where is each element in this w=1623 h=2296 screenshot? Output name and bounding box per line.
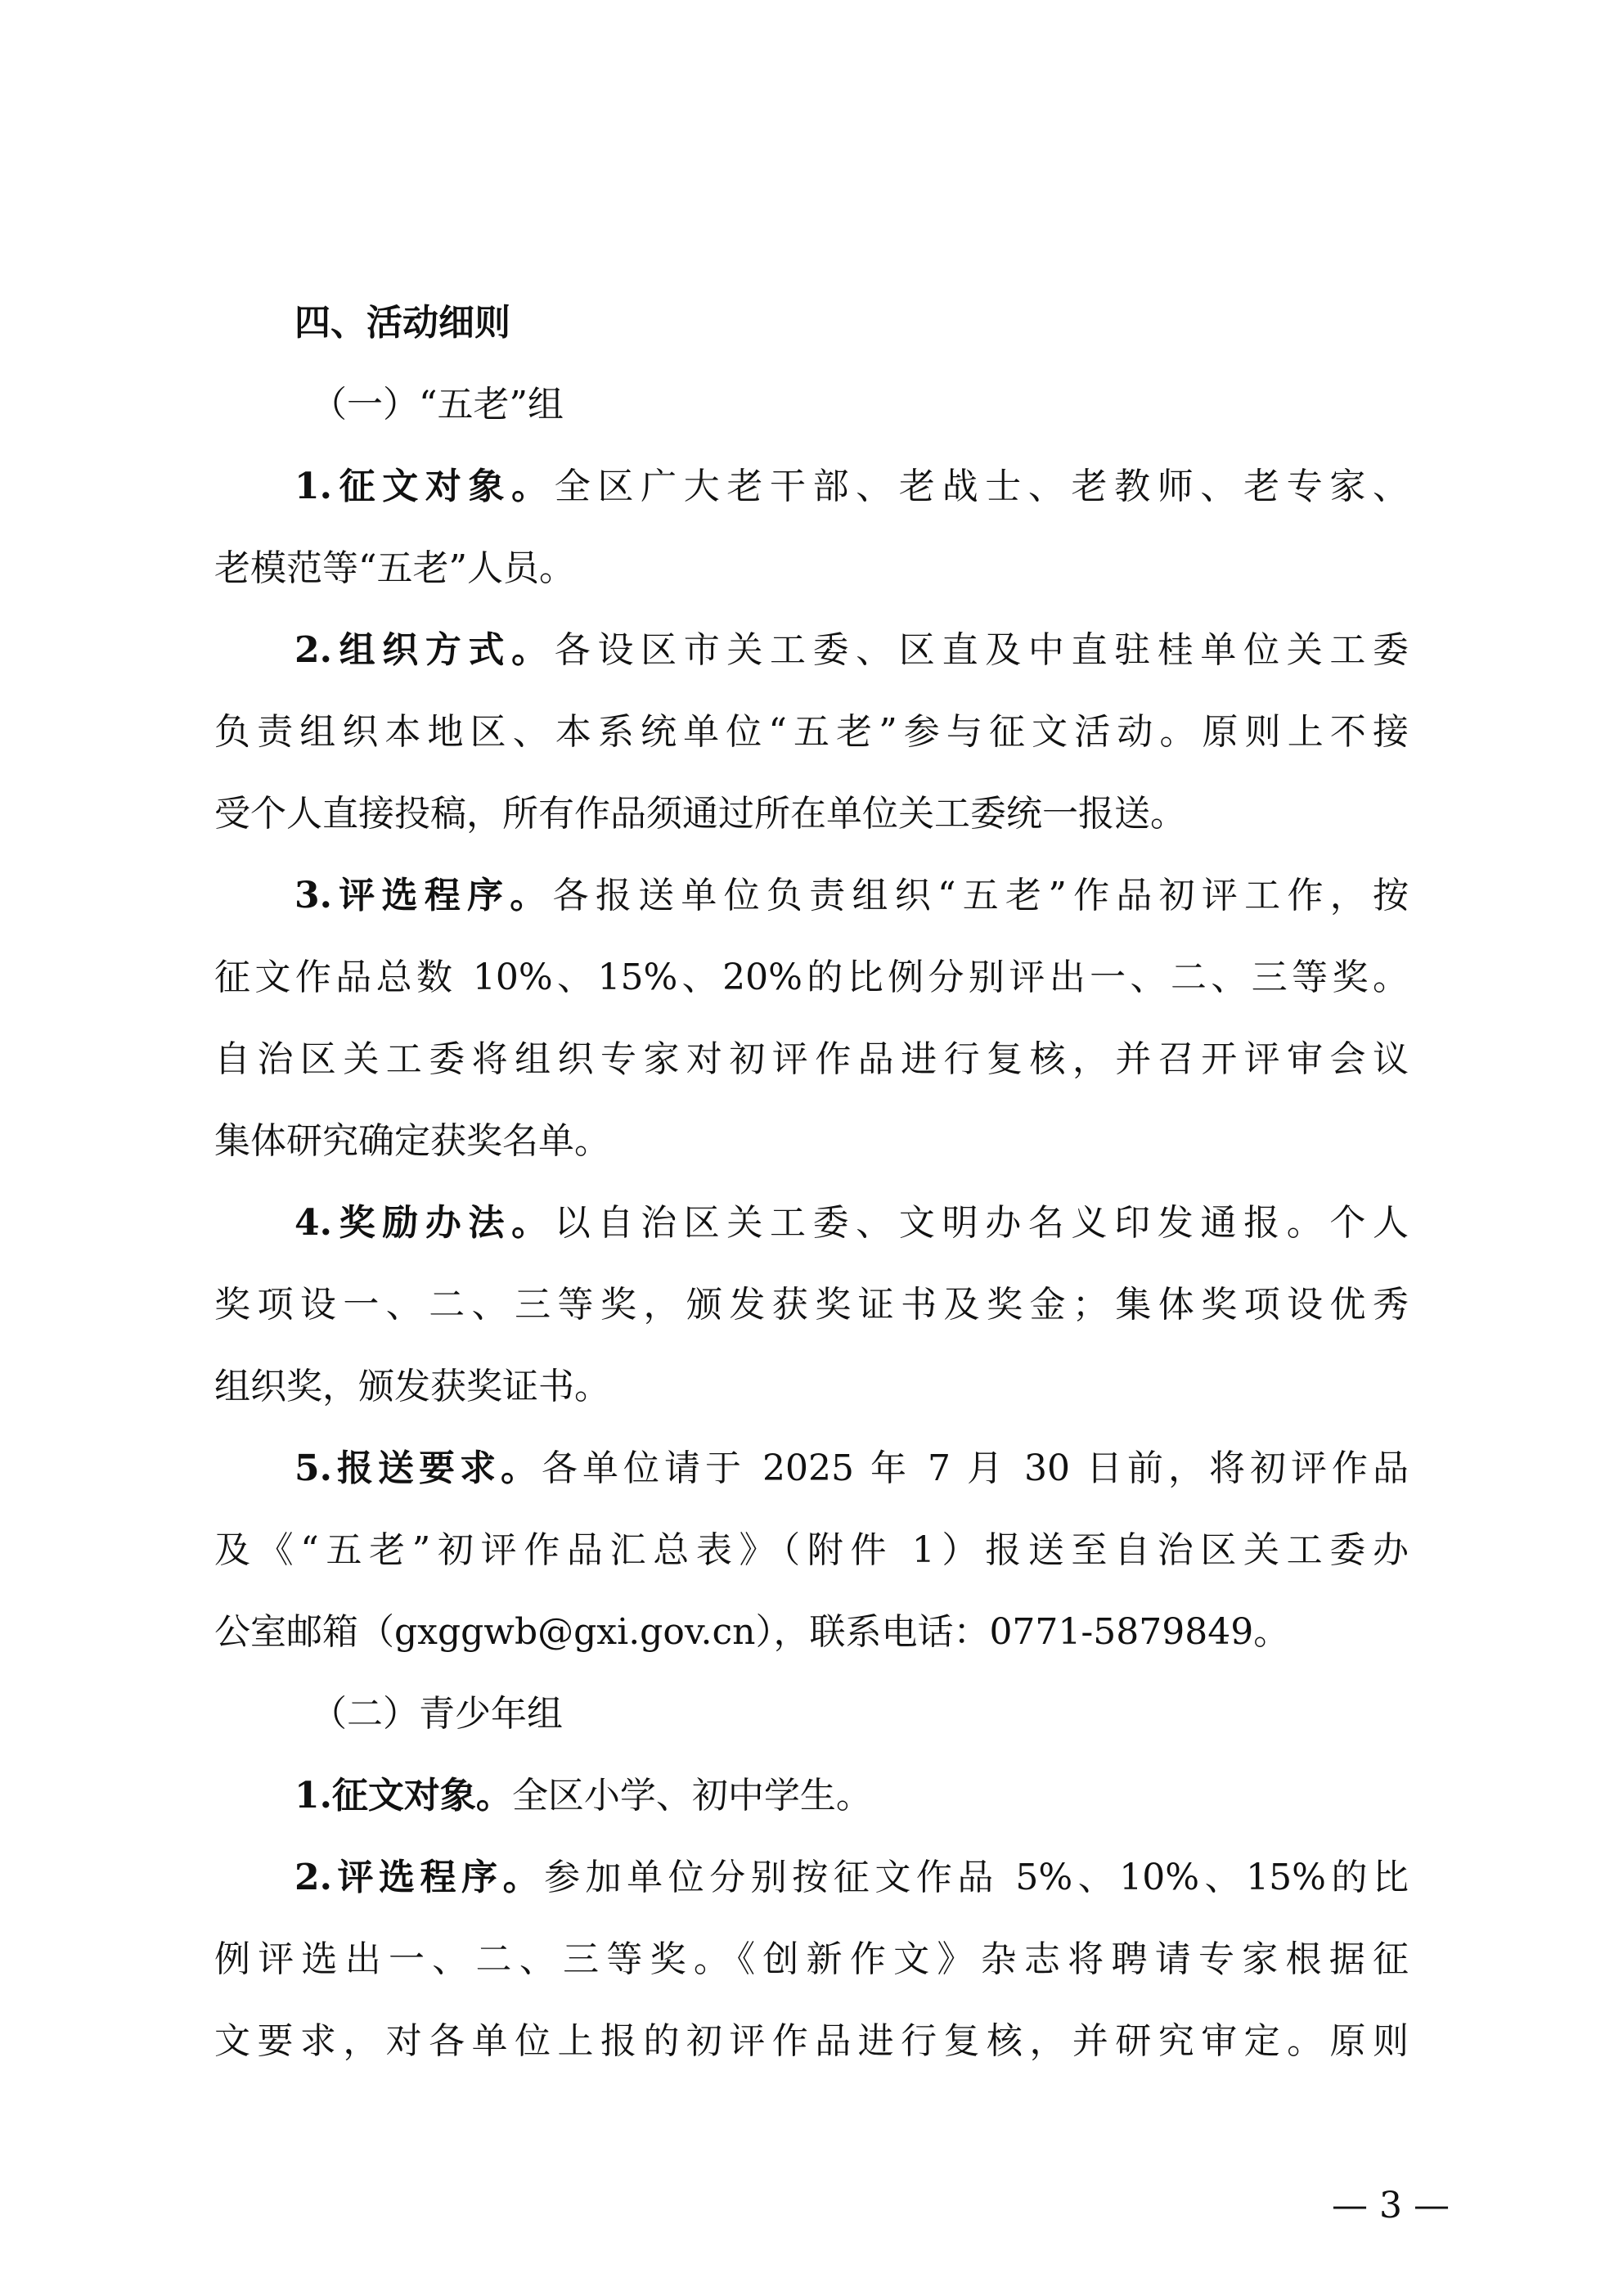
- document-body: [214, 282, 1409, 2082]
- item-text: 各单位请于 2025 年 7 月 30 日前，将初评作品: [541, 1447, 1409, 1489]
- paragraph-line: 组织奖，颁发获奖证书。: [214, 1366, 610, 1407]
- paragraph-line: [214, 855, 1409, 937]
- item-label: 2.组织方式。: [294, 629, 555, 671]
- paragraph-line: 及《“五老”初评作品汇总表》（附件 1）报送至自治区关工委办: [214, 1529, 1409, 1571]
- paragraph-line: 集体研究确定获奖名单。: [214, 1120, 610, 1162]
- paragraph-line: 自治区关工委将组织专家对初评作品进行复核，并召开评审会议: [214, 1038, 1409, 1080]
- item-text: 全区广大老干部、老战士、老教师、老专家、: [554, 466, 1409, 507]
- paragraph-line: 受个人直接投稿，所有作品须通过所在单位关工委统一报送。: [214, 793, 1186, 835]
- paragraph-line: 公室邮箱（gxggwb@gxi.gov.cn），联系电话：0771-5879849。: [214, 1611, 1290, 1653]
- paragraph-line: [214, 446, 1409, 528]
- item-text: 参加单位分别按征文作品 5%、10%、15%的比: [544, 1857, 1409, 1898]
- item-label: 3.评选程序。: [294, 875, 553, 916]
- paragraph-line: 奖项设一、二、三等奖，颁发获奖证书及奖金；集体奖项设优秀: [214, 1284, 1409, 1326]
- page-number: — 3 —: [1332, 2185, 1450, 2226]
- group-heading-wulao: （一）“五老”组: [311, 384, 564, 425]
- paragraph-line: [214, 1837, 1409, 1919]
- paragraph-line: [214, 610, 1409, 691]
- paragraph-line: 老模范等“五老”人员。: [214, 547, 575, 589]
- item-label: 4.奖励办法。: [294, 1202, 555, 1244]
- item-label: 1.征文对象。: [294, 466, 555, 507]
- group-heading-youth: （二）青少年组: [311, 1693, 563, 1735]
- item-label: 5.报送要求。: [294, 1447, 542, 1489]
- section-heading: 四、活动细则: [294, 302, 510, 344]
- item-text: 各设区市关工委、区直及中直驻桂单位关工委: [554, 629, 1409, 671]
- item-text: 以自治区关工委、文明办名义印发通报。个人: [554, 1202, 1409, 1244]
- item-label: 1.征文对象。: [294, 1775, 512, 1817]
- paragraph-line: 负责组织本地区、本系统单位“五老”参与征文活动。原则上不接: [214, 711, 1409, 753]
- paragraph-line: [214, 1755, 1409, 1837]
- item-text: 各报送单位负责组织“五老”作品初评工作，按: [552, 875, 1409, 916]
- paragraph-line: 例评选出一、二、三等奖。《创新作文》杂志将聘请专家根据征: [214, 1938, 1409, 1980]
- paragraph-line: 文要求，对各单位上报的初评作品进行复核，并研究审定。原则: [214, 2020, 1409, 2062]
- item-text: 全区小学、初中学生。: [511, 1775, 872, 1817]
- paragraph-line: 征文作品总数 10%、15%、20%的比例分别评出一、二、三等奖。: [214, 957, 1409, 998]
- item-label: 2.评选程序。: [294, 1857, 545, 1898]
- paragraph-line: [214, 1428, 1409, 1510]
- paragraph-line: [214, 1182, 1409, 1264]
